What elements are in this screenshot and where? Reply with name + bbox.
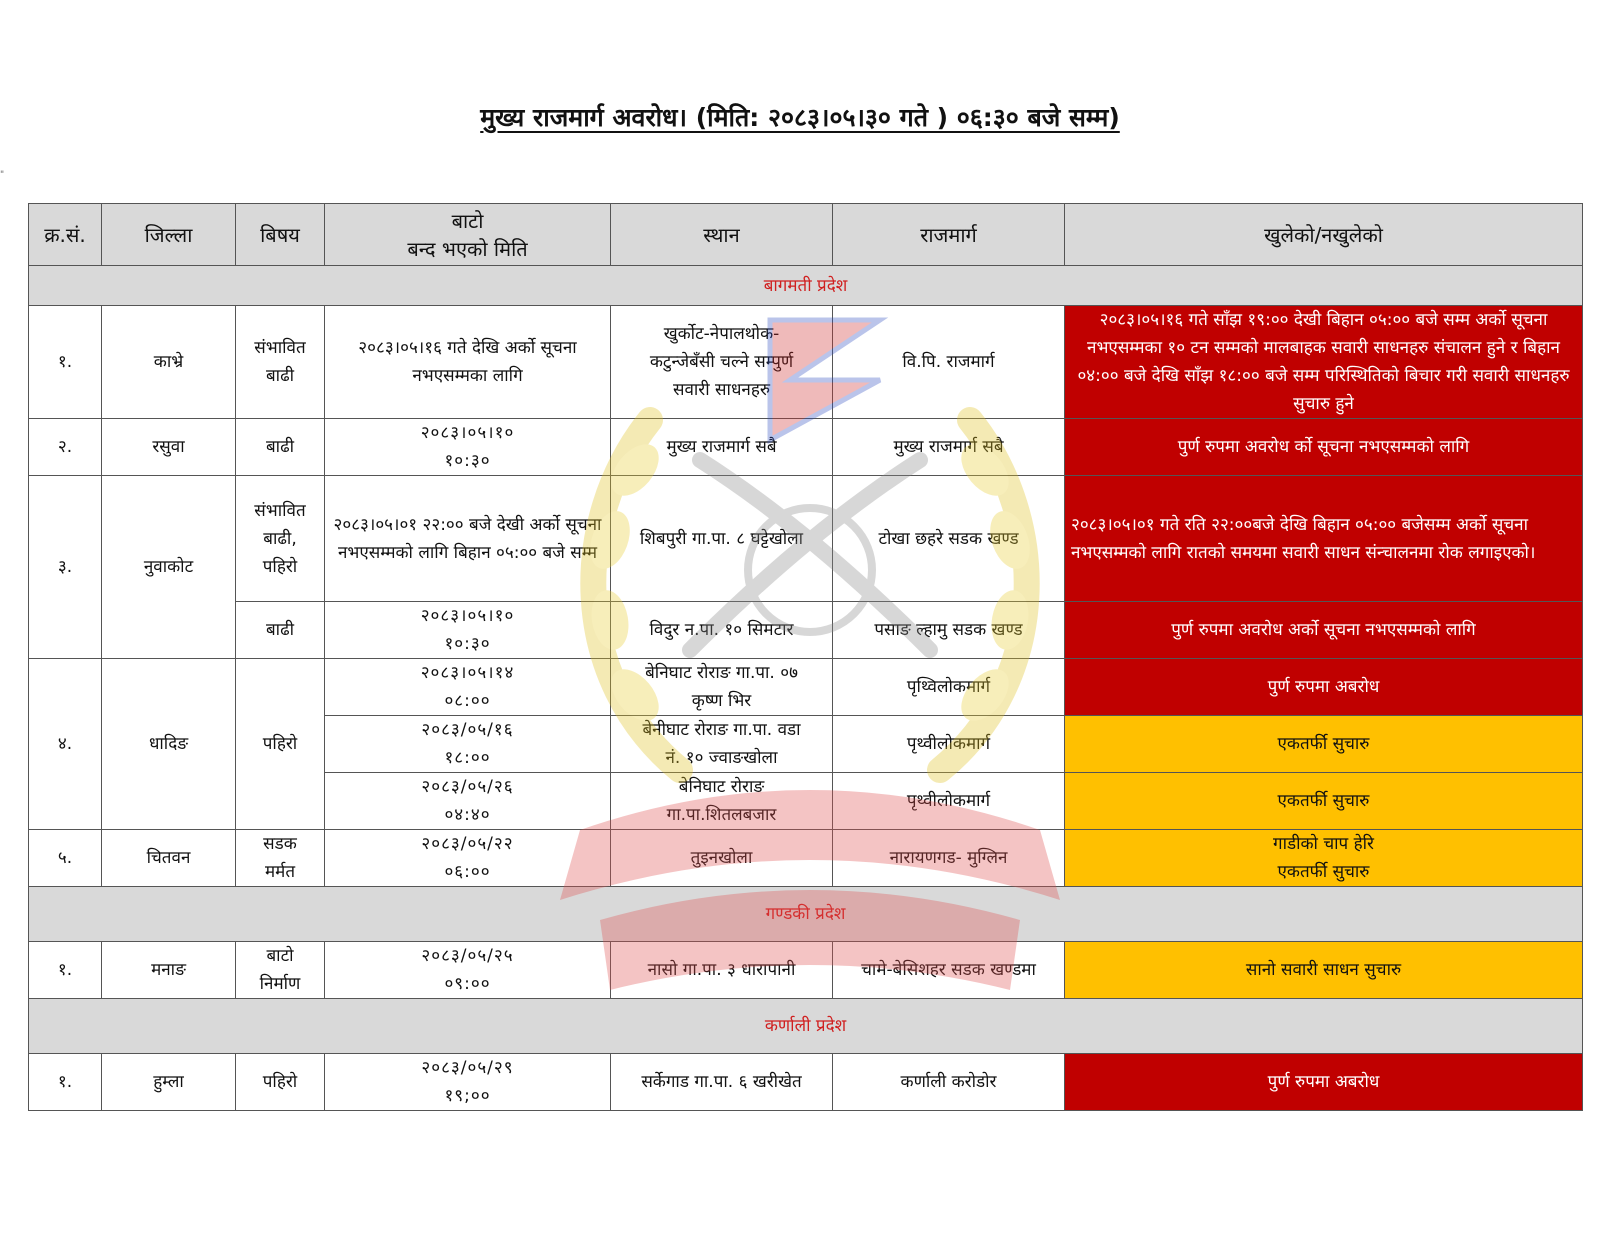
header-place: स्थान bbox=[611, 204, 833, 266]
cell-status: पुर्ण रुपमा अवरोध अर्को सूचना नभएसम्मको लागि bbox=[1065, 602, 1583, 659]
cell-place: मुख्य राजमार्ग सबै bbox=[611, 419, 833, 476]
cell-highway: वि.पि. राजमार्ग bbox=[833, 306, 1065, 419]
cell-place: बेनीघाट रोराङ गा.पा. वडा नं. १० ज्वाङखोला bbox=[611, 716, 833, 773]
cell-highway: मुख्य राजमार्ग सबै bbox=[833, 419, 1065, 476]
section-title-bagmati: बागमती प्रदेश bbox=[29, 266, 1583, 306]
cell-subject: बाटो निर्माण bbox=[236, 942, 325, 999]
cell-highway: पसाङ ल्हामु सडक खण्ड bbox=[833, 602, 1065, 659]
cell-place: बेनिघाट रोराङ गा.पा. ०७ कृष्ण भिर bbox=[611, 659, 833, 716]
header-row bbox=[29, 204, 1583, 266]
table-row bbox=[29, 306, 1583, 419]
page-title: मुख्य राजमार्ग अवरोध। (मिति: २०८३।०५।३० गते ) ०६:३० बजे सम्म) bbox=[480, 103, 1120, 132]
table-row bbox=[29, 830, 1583, 887]
cell-date: २०८३/०५/२५ ०९:०० bbox=[325, 942, 611, 999]
cell-highway: टोखा छहरे सडक खण्ड bbox=[833, 476, 1065, 602]
cell-district: चितवन bbox=[102, 830, 236, 887]
cell-status: पुर्ण रुपमा अबरोध bbox=[1065, 659, 1583, 716]
section-row-bagmati bbox=[29, 266, 1583, 306]
cell-place: सर्केगाड गा.पा. ६ खरीखेत bbox=[611, 1054, 833, 1111]
header-highway: राजमार्ग bbox=[833, 204, 1065, 266]
cell-district: मनाङ bbox=[102, 942, 236, 999]
cell-sn: ५. bbox=[29, 830, 102, 887]
cell-district: धादिङ bbox=[102, 659, 236, 830]
cell-sn: ४. bbox=[29, 659, 102, 830]
header-date: बाटो बन्द भएको मिति bbox=[325, 204, 611, 266]
cell-date: २०८३/०५/२२ ०६:०० bbox=[325, 830, 611, 887]
header-sn: क्र.सं. bbox=[29, 204, 102, 266]
cell-date: २०८३/०५/२९ १९;०० bbox=[325, 1054, 611, 1111]
table-row bbox=[29, 419, 1583, 476]
table-row bbox=[29, 476, 1583, 602]
cell-place: विदुर न.पा. १० सिमटार bbox=[611, 602, 833, 659]
cell-place: तुइनखोला bbox=[611, 830, 833, 887]
highway-obstruction-table bbox=[28, 203, 1583, 1111]
cell-sn: १. bbox=[29, 306, 102, 419]
cell-place: शिबपुरी गा.पा. ८ घट्टेखोला bbox=[611, 476, 833, 602]
table-row bbox=[29, 942, 1583, 999]
cell-highway: चामे-बेसिशहर सडक खण्डमा bbox=[833, 942, 1065, 999]
cell-status: २०८३।०५।१६ गते साँझ १९:०० देखी बिहान ०५:०० बजे सम्म अर्को सूचना नभएसम्मका १० टन सम्मको मालबाहक सवारी साधनहरु संचालन हुने र बिहान ०४:०० बजे देखि साँझ १८:०० बजे सम्म परिस्थितिको बिचार गरी सवारी साधनहरु सुचारु हुने bbox=[1065, 306, 1583, 419]
cell-date: २०८३।०५।१४ ०८:०० bbox=[325, 659, 611, 716]
cell-district: हुम्ला bbox=[102, 1054, 236, 1111]
cell-place: नासो गा.पा. ३ धारापानी bbox=[611, 942, 833, 999]
cell-district: रसुवा bbox=[102, 419, 236, 476]
cell-status: सानो सवारी साधन सुचारु bbox=[1065, 942, 1583, 999]
cell-district: नुवाकोट bbox=[102, 476, 236, 659]
section-title-gandaki: गण्डकी प्रदेश bbox=[29, 887, 1583, 942]
cell-district: काभ्रे bbox=[102, 306, 236, 419]
header-district: जिल्ला bbox=[102, 204, 236, 266]
cell-date: २०८३/०५/२६ ०४:४० bbox=[325, 773, 611, 830]
table-row bbox=[29, 659, 1583, 716]
cell-place: बेनिघाट रोराङ गा.पा.शितलबजार bbox=[611, 773, 833, 830]
cell-subject: बाढी bbox=[236, 419, 325, 476]
cell-highway: नारायणगड- मुग्लिन bbox=[833, 830, 1065, 887]
cell-highway: पृथ्वीलोकमार्ग bbox=[833, 716, 1065, 773]
cell-highway: कर्णाली करोडोर bbox=[833, 1054, 1065, 1111]
section-title-karnali: कर्णाली प्रदेश bbox=[29, 999, 1583, 1054]
cell-date: २०८३।०५।१० १०:३० bbox=[325, 419, 611, 476]
cell-sn: ३. bbox=[29, 476, 102, 659]
cell-sn: १. bbox=[29, 1054, 102, 1111]
cell-date: २०८३।०५।१६ गते देखि अर्को सूचना नभएसम्मका लागि bbox=[325, 306, 611, 419]
cell-subject: संभावित बाढी, पहिरो bbox=[236, 476, 325, 602]
section-row-karnali bbox=[29, 999, 1583, 1054]
cell-date: २०८३।०५।०१ २२:०० बजे देखी अर्को सूचना नभएसम्मको लागि बिहान ०५:०० बजे सम्म bbox=[325, 476, 611, 602]
cell-subject: पहिरो bbox=[236, 659, 325, 830]
cell-highway: पृथ्वीलोकमार्ग bbox=[833, 773, 1065, 830]
cell-subject: संभावित बाढी bbox=[236, 306, 325, 419]
stray-mark: " bbox=[0, 170, 5, 180]
table-row bbox=[29, 1054, 1583, 1111]
table-row bbox=[29, 602, 1583, 659]
cell-highway: पृथ्विलोकमार्ग bbox=[833, 659, 1065, 716]
cell-status: एकतर्फी सुचारु bbox=[1065, 773, 1583, 830]
cell-status: पुर्ण रुपमा अबरोध bbox=[1065, 1054, 1583, 1111]
cell-place: खुर्कोट-नेपालथोक- कटुन्जेबँसी चल्ने सम्पुर्ण सवारी साधनहरु bbox=[611, 306, 833, 419]
cell-date: २०८३/०५/१६ १८:०० bbox=[325, 716, 611, 773]
cell-status: गाडीको चाप हेरि एकतर्फी सुचारु bbox=[1065, 830, 1583, 887]
cell-status: २०८३।०५।०१ गते रति २२:००बजे देखि बिहान ०५:०० बजेसम्म अर्को सूचना नभएसम्मको लागि रातको समयमा सवारी साधन संन्चालनमा रोक लगाइएको। bbox=[1065, 476, 1583, 602]
section-row-gandaki bbox=[29, 887, 1583, 942]
cell-date: २०८३।०५।१० १०:३० bbox=[325, 602, 611, 659]
cell-subject: सडक मर्मत bbox=[236, 830, 325, 887]
header-subject: बिषय bbox=[236, 204, 325, 266]
header-status: खुलेको/नखुलेको bbox=[1065, 204, 1583, 266]
cell-sn: १. bbox=[29, 942, 102, 999]
cell-status: एकतर्फी सुचारु bbox=[1065, 716, 1583, 773]
cell-status: पुर्ण रुपमा अवरोध र्को सूचना नभएसम्मको लागि bbox=[1065, 419, 1583, 476]
cell-sn: २. bbox=[29, 419, 102, 476]
cell-subject: पहिरो bbox=[236, 1054, 325, 1111]
cell-subject: बाढी bbox=[236, 602, 325, 659]
